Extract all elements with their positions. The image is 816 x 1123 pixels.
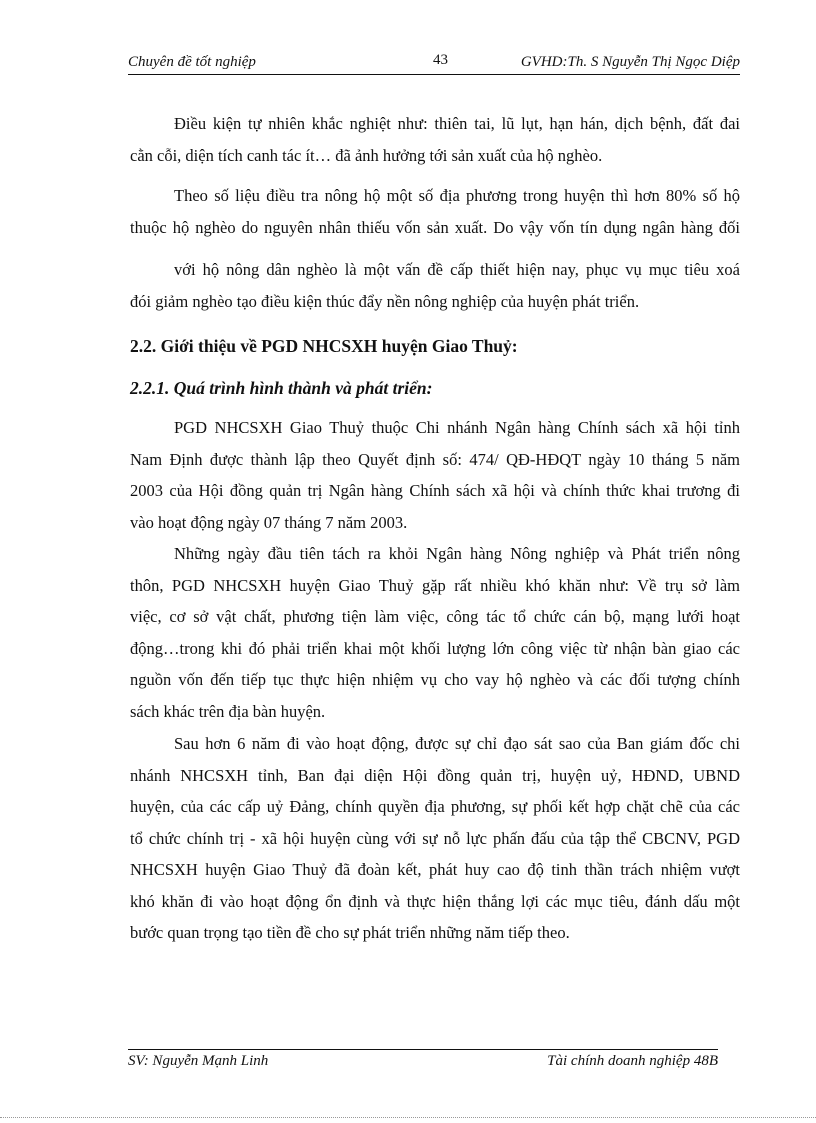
page-bottom-rule: [0, 1117, 816, 1118]
paragraph-establishment: [130, 412, 740, 538]
text-line: 2003 của Hội đồng quản trị Ngân hàng Chính sách xã hội và chính thức khai trương đi: [130, 481, 740, 500]
text-line: sách khác trên địa bàn huyện.: [130, 701, 326, 721]
header-document-type: Chuyên đề tốt nghiệp: [128, 54, 256, 70]
footer-class: Tài chính doanh nghiệp 48B: [547, 1053, 718, 1069]
text-line: Sau hơn 6 năm đi vào hoạt động, được sự chỉ đạo sát sao của Ban giám đốc chi: [174, 734, 740, 753]
text-line: PGD NHCSXH Giao Thuỷ thuộc Chi nhánh Ngân hàng Chính sách xã hội tỉnh: [174, 418, 740, 437]
text-line: nhánh NHCSXH tỉnh, Ban đại diện Hội đồng quản trị, huyện uỷ, HĐND, UBND: [130, 765, 740, 785]
text-line: vào hoạt động ngày 07 tháng 7 năm 2003.: [130, 512, 408, 532]
text-line: Những ngày đầu tiên tách ra khỏi Ngân hàng Nông nghiệp và Phát triển nông: [174, 544, 740, 563]
section-heading: 2.2. Giới thiệu về PGD NHCSXH huyện Giao Thuỷ:: [130, 336, 518, 356]
paragraph-natural-conditions: [130, 108, 740, 171]
page-number: 43: [433, 52, 448, 68]
text-line: với hộ nông dân nghèo là một vấn đề cấp thiết hiện nay, phục vụ mục tiêu xoá: [174, 260, 740, 279]
text-line: huyện, của các cấp uỷ Đảng, chính quyền địa phương, sự phối kết hợp chặt chẽ của các: [130, 797, 740, 816]
paragraph-credit-need: [130, 254, 740, 317]
text-line: tổ chức chính trị - xã hội huyện cùng với sự nỗ lực phấn đấu của tập thể CBCNV, PGD: [130, 828, 740, 848]
header-supervisor: GVHD:Th. S Nguyễn Thị Ngọc Diệp: [520, 54, 740, 70]
page-header: [128, 52, 740, 75]
paragraph-achievements: [130, 728, 740, 949]
text-line: Theo số liệu điều tra nông hộ một số địa phương trong huyện thì hơn 80% số hộ: [174, 186, 740, 205]
text-line: cằn cỗi, diện tích canh tác ít… đã ảnh hưởng tới sản xuất của hộ nghèo.: [130, 145, 603, 165]
text-line: việc, cơ sở vật chất, phương tiện làm việc, công tác tổ chức cán bộ, mạng lưới hoạt: [130, 607, 740, 626]
text-line: thuộc hộ nghèo do nguyên nhân thiếu vốn sản xuất. Do vậy vốn tín dụng ngân hàng đối: [130, 217, 740, 237]
subsection-heading: 2.2.1. Quá trình hình thành và phát triển:: [130, 378, 433, 398]
paragraph-early-days: [130, 538, 740, 727]
text-line: đói giảm nghèo tạo điều kiện thúc đẩy nền nông nghiệp của huyện phát triển.: [130, 291, 640, 311]
text-line: Nam Định được thành lập theo Quyết định số: 474/ QĐ-HĐQT ngày 10 tháng 5 năm: [130, 449, 740, 469]
page-footer: [128, 1049, 718, 1074]
text-line: Điều kiện tự nhiên khắc nghiệt như: thiên tai, lũ lụt, hạn hán, dịch bệnh, đất đai: [174, 114, 740, 133]
text-line: bước quan trọng tạo tiền đề cho sự phát triển những năm tiếp theo.: [130, 923, 570, 942]
text-line: thôn, PGD NHCSXH huyện Giao Thuỷ gặp rất nhiều khó khăn như: Về trụ sở làm: [130, 575, 740, 595]
text-line: động…trong khi đó phải triển khai một khối lượng lớn công việc từ nhận bàn giao các: [130, 638, 740, 658]
text-line: NHCSXH huyện Giao Thuỷ đã đoàn kết, phát huy cao độ tinh thần trách nhiệm vượt: [130, 860, 740, 879]
paragraph-survey: [130, 180, 740, 243]
text-line: nguồn vốn đến tiếp tục thực hiện nhiệm vụ cho vay hộ nghèo và các đối tượng chính: [130, 670, 740, 689]
text-line: khó khăn đi vào hoạt động ổn định và thực hiện thắng lợi các mục tiêu, đánh dấu một: [130, 891, 740, 911]
footer-student: SV: Nguyễn Mạnh Linh: [128, 1053, 269, 1069]
